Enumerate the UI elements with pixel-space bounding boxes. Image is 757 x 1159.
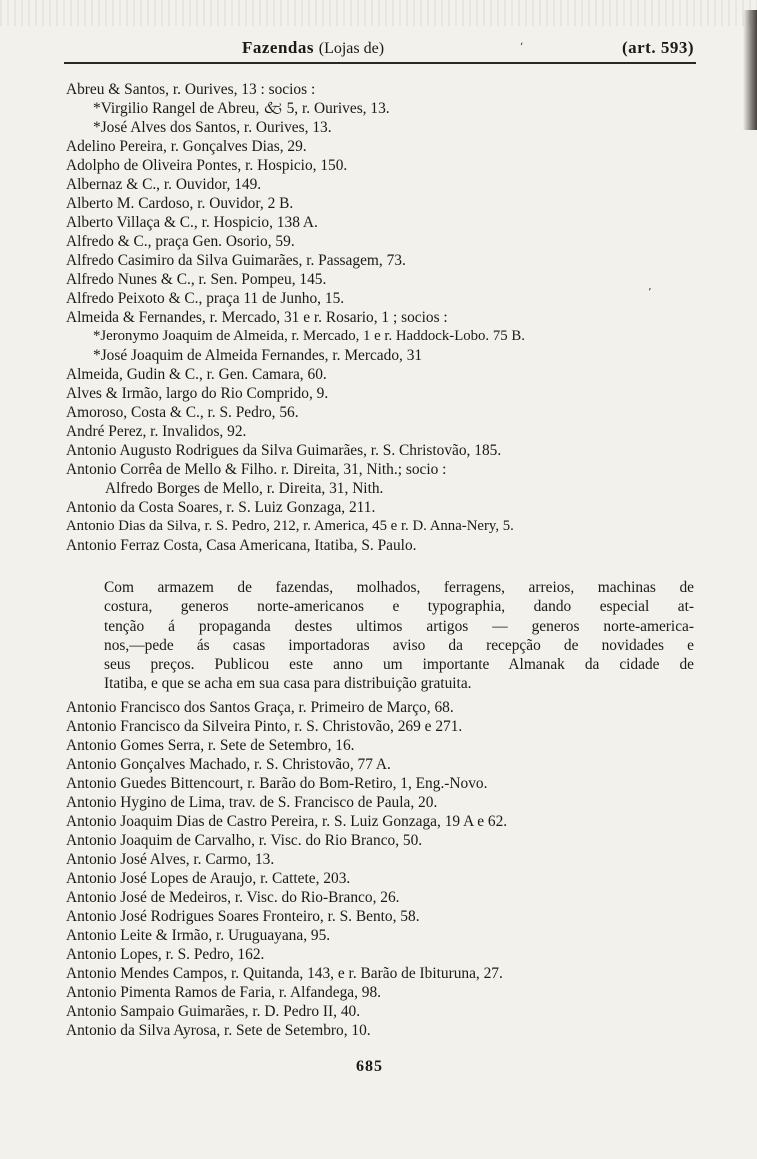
entry-line: Antonio Augusto Rodrigues da Silva Guimarães, r. S. Christovão, 185. [66, 442, 502, 459]
description-line: tenção á propaganda destes ultimos artigos — generos norte-america- [104, 617, 694, 635]
description-line: costura, generos norte-americanos e typographia, dando especial at- [104, 598, 694, 616]
entry-line: Antonio Francisco da Silveira Pinto, r. S. Christovão, 269 e 271. [66, 718, 463, 735]
entry-line: Antonio Mendes Campos, r. Quitanda, 143, e r. Barão de Ibituruna, 27. [66, 965, 503, 982]
entry-line: Antonio da Costa Soares, r. S. Luiz Gonzaga, 211. [66, 499, 376, 516]
entry-line: Alfredo Peixoto & C., praça 11 de Junho, 15. [66, 290, 345, 307]
entry-line: Antonio José Alves, r. Carmo, 13. [66, 851, 275, 868]
entry-line: Almeida & Fernandes, r. Mercado, 31 e r. Rosario, 1 ; socios : [66, 309, 448, 326]
entry-line: *Jeronymo Joaquim de Almeida, r. Mercado, 1 e r. Haddock-Lobo. 75 B. [93, 328, 525, 344]
running-header [66, 38, 694, 60]
entry-line: Antonio Gomes Serra, r. Sete de Setembro, 16. [66, 737, 355, 754]
entry-line: Antonio José Rodrigues Soares Fronteiro, r. S. Bento, 58. [66, 908, 420, 925]
entry-line: Antonio Dias da Silva, r. S. Pedro, 212, r. America, 45 e r. D. Anna-Nery, 5. [66, 518, 514, 534]
description-line: Com armazem de fazendas, molhados, ferragens, arreios, machinas de [104, 579, 694, 596]
entry-line: Alfredo & C., praça Gen. Osorio, 59. [66, 233, 295, 250]
entry-line: Antonio Joaquim de Carvalho, r. Visc. do Rio Branco, 50. [66, 832, 423, 849]
entry-line: Antonio Pimenta Ramos de Faria, r. Alfandega, 98. [66, 984, 382, 1001]
header-rule [64, 62, 696, 64]
entry-line: Amoroso, Costa & C., r. S. Pedro, 56. [66, 404, 299, 421]
entry-line: Alfredo Borges de Mello, r. Direita, 31, Nith. [105, 480, 384, 497]
entry-line: Antonio Lopes, r. S. Pedro, 162. [66, 946, 265, 963]
entry-line: Antonio Gonçalves Machado, r. S. Christovão, 77 A. [66, 756, 391, 773]
entry-line: Antonio Leite & Irmão, r. Uruguayana, 95. [66, 927, 331, 944]
entry-line: *Virgilio Rangel de Abreu, 🙵 5, r. Ourives, 13. [93, 100, 390, 117]
entry-line: Adolpho de Oliveira Pontes, r. Hospicio, 150. [66, 157, 348, 174]
advertisement-paragraph [104, 578, 694, 694]
description-line: nos,—pede ás casas importadoras aviso da recepção de novidades e [104, 636, 694, 654]
scan-edge-noise [0, 0, 757, 26]
entry-line: Alfredo Casimiro da Silva Guimarães, r. Passagem, 73. [66, 252, 406, 269]
description-line: Itatiba, e que se acha em sua casa para distribuição gratuita. [104, 675, 472, 693]
entry-line: Antonio Corrêa de Mello & Filho. r. Direita, 31, Nith.; socio : [66, 461, 447, 478]
header-title [242, 38, 384, 58]
entry-line: Almeida, Gudin & C., r. Gen. Camara, 60. [66, 366, 327, 383]
entry-line: Antonio José de Medeiros, r. Visc. do Rio-Branco, 26. [66, 889, 400, 906]
entry-line: André Perez, r. Invalidos, 92. [66, 423, 247, 440]
page-number: 685 [356, 1058, 383, 1075]
ink-speck: ʻ [520, 40, 524, 53]
entry-line: Alberto M. Cardoso, r. Ouvidor, 2 B. [66, 195, 294, 212]
entry-line: Abreu & Santos, r. Ourives, 13 : socios : [66, 81, 316, 98]
entry-line: Antonio José Lopes de Araujo, r. Cattete, 203. [66, 870, 351, 887]
entry-line: *José Alves dos Santos, r. Ourives, 13. [93, 119, 332, 136]
article-reference: (art. 593) [621, 38, 694, 57]
entry-line: Albernaz & C., r. Ouvidor, 149. [66, 176, 262, 193]
entry-line: Antonio Francisco dos Santos Graça, r. Primeiro de Março, 68. [66, 699, 454, 716]
entry-line: *José Joaquim de Almeida Fernandes, r. Mercado, 31 [93, 347, 423, 364]
entry-line: Antonio Sampaio Guimarães, r. D. Pedro II, 40. [66, 1003, 361, 1020]
entry-line: Alves & Irmão, largo do Rio Comprido, 9. [66, 385, 329, 402]
entry-line: Alberto Villaça & C., r. Hospicio, 138 A. [66, 214, 318, 231]
entry-line: Antonio Joaquim Dias de Castro Pereira, r. S. Luiz Gonzaga, 19 A e 62. [66, 813, 508, 830]
header-title-text: Fazendas [242, 38, 314, 57]
entry-line: Antonio Ferraz Costa, Casa Americana, Itatiba, S. Paulo. [66, 537, 417, 554]
entry-line: Adelino Pereira, r. Gonçalves Dias, 29. [66, 138, 307, 155]
entry-line: Antonio da Silva Ayrosa, r. Sete de Setembro, 10. [66, 1022, 371, 1039]
description-line: seus preços. Publicou este anno um importante Almanak da cidade de [104, 656, 694, 674]
header-subtitle: (Lojas de) [318, 40, 385, 57]
entry-line: Alfredo Nunes & C., r. Sen. Pompeu, 145. [66, 271, 327, 288]
ink-speck: ʼ [648, 286, 652, 299]
entry-line: Antonio Hygino de Lima, trav. de S. Francisco de Paula, 20. [66, 794, 438, 811]
entry-line: Antonio Guedes Bittencourt, r. Barão do Bom-Retiro, 1, Eng.-Novo. [66, 775, 488, 792]
scan-right-edge-shadow [743, 10, 757, 130]
